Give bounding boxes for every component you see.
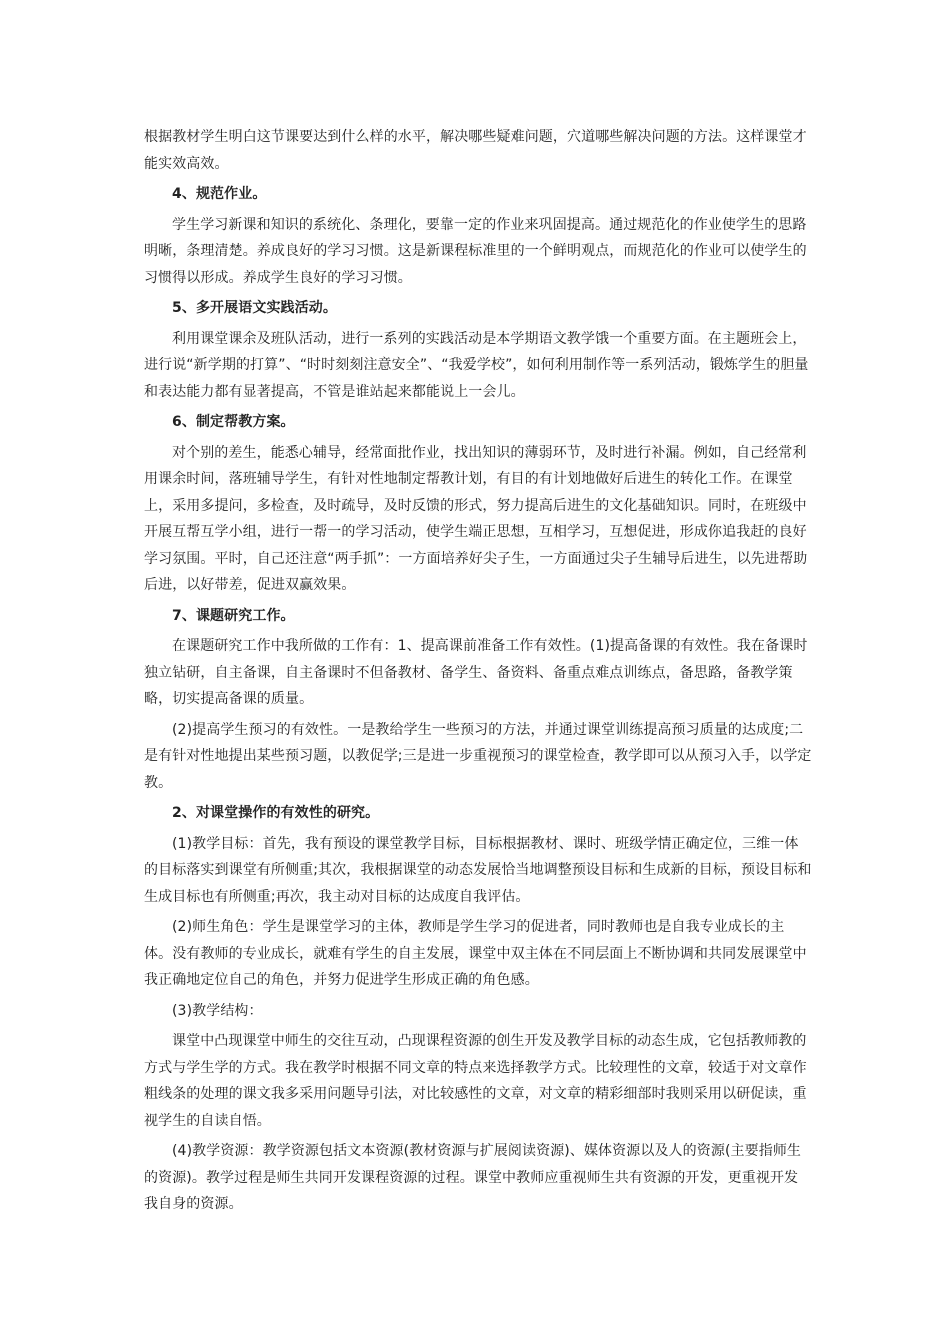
paragraph: 利用课堂课余及班队活动，进行一系列的实践活动是本学期语文教学饿一个重要方面。在主题班会上，进行说“新学期的打算”、“时时刻刻注意安全”、“我爱学校”，如何利用制作等一系列活动，锻炼学生的胆量和表达能力都有显著提高，不管是谁站起来都能说上一会儿。 — [144, 330, 809, 400]
paragraph: (1)教学目标：首先，我有预设的课堂教学目标，目标根据教材、课时、班级学情正确定位，三维一体的目标落实到课堂有所侧重;其次，我根据课堂的动态发展恰当地调整预设目标和生成新的目标，预设目标和生成目标也有所侧重;再次，我主动对目标的达成度自我评估。 — [144, 835, 812, 905]
paragraph: 在课题研究工作中我所做的工作有：1、提高课前准备工作有效性。(1)提高备课的有效性。我在备课时独立钻研，自主备课，自主备课时不但备教材、备学生、备资料、备重点难点训练点，备思路，备教学策略，切实提高备课的质量。 — [144, 638, 808, 707]
paragraph: (2)师生角色：学生是课堂学习的主体，教师是学生学习的促进者，同时教师也是自我专业成长的主体。没有教师的专业成长，就难有学生的自主发展，课堂中双主体在不同层面上不断协调和共同发展课堂中我正确地定位自己的角色，并努力促进学生形成正确的角色感。 — [144, 919, 807, 988]
section-heading: 7、课题研究工作。 — [172, 607, 295, 624]
paragraph: (2)提高学生预习的有效性。一是教给学生一些预习的方法，并通过课堂训练提高预习质量的达成度;二是有针对性地提出某些预习题，以教促学;三是进一步重视预习的课堂检查，教学即可以从预习入手，以学定教。 — [144, 721, 812, 791]
section-heading: 6、制定帮教方案。 — [172, 414, 295, 430]
paragraph: (4)教学资源：教学资源包括文本资源(教材资源与扩展阅读资源)、媒体资源以及人的资源(主要指师生的资源)。教学过程是师生共同开发课程资源的过程。课堂中教师应重视师生共有资源的开发，更重视开发我自身的资源。 — [144, 1143, 802, 1212]
paragraph: (3)教学结构： — [172, 1002, 263, 1019]
paragraph: 对个别的差生，能悉心辅导，经常面批作业，找出知识的薄弱环节，及时进行补漏。例如，自己经常利用课余时间，落班辅导学生，有针对性地制定帮教计划，有目的有计划地做好后进生的转化工作。在课堂上，采用多提问，多检查，及时疏导，及时反馈的形式，努力提高后进生的文化基础知识。同时，在班级中开展互帮互学小组，进行一帮一的学习活动，使学生端正思想，互相学习，互想促进，形成你追我赶的良好学习氛围。平时，自己还注意“两手抓”：一方面培养好尖子生，一方面通过尖子生辅导后进生，以先进帮助后进，以好带差，促进双赢效果。 — [144, 444, 808, 593]
paragraph: 根据教材学生明白这节课要达到什么样的水平，解决哪些疑难问题，穴道哪些解决问题的方法。这样课堂才能实效高效。 — [144, 129, 807, 172]
section-heading: 5、多开展语文实践活动。 — [172, 300, 337, 316]
document-body — [144, 124, 812, 1222]
paragraph: 学生学习新课和知识的系统化、条理化，要靠一定的作业来巩固提高。通过规范化的作业使学生的思路明晰，条理清楚。养成良好的学习习惯。这是新课程标准里的一个鲜明观点，而规范化的作业可以使学生的习惯得以形成。养成学生良好的学习习惯。 — [144, 216, 807, 286]
section-heading: 2、对课堂操作的有效性的研究。 — [172, 805, 380, 821]
section-heading: 4、规范作业。 — [172, 186, 267, 202]
paragraph: 课堂中凸现课堂中师生的交往互动，凸现课程资源的创生开发及教学目标的动态生成，它包括教师教的方式与学生学的方式。我在教学时根据不同文章的特点来选择教学方式。比较理性的文章，较适于对文章作粗线条的处理的课文我多采用问题导引法，对比较感性的文章，对文章的精彩细部时我则采用以研促读，重视学生的自读自悟。 — [144, 1033, 807, 1129]
